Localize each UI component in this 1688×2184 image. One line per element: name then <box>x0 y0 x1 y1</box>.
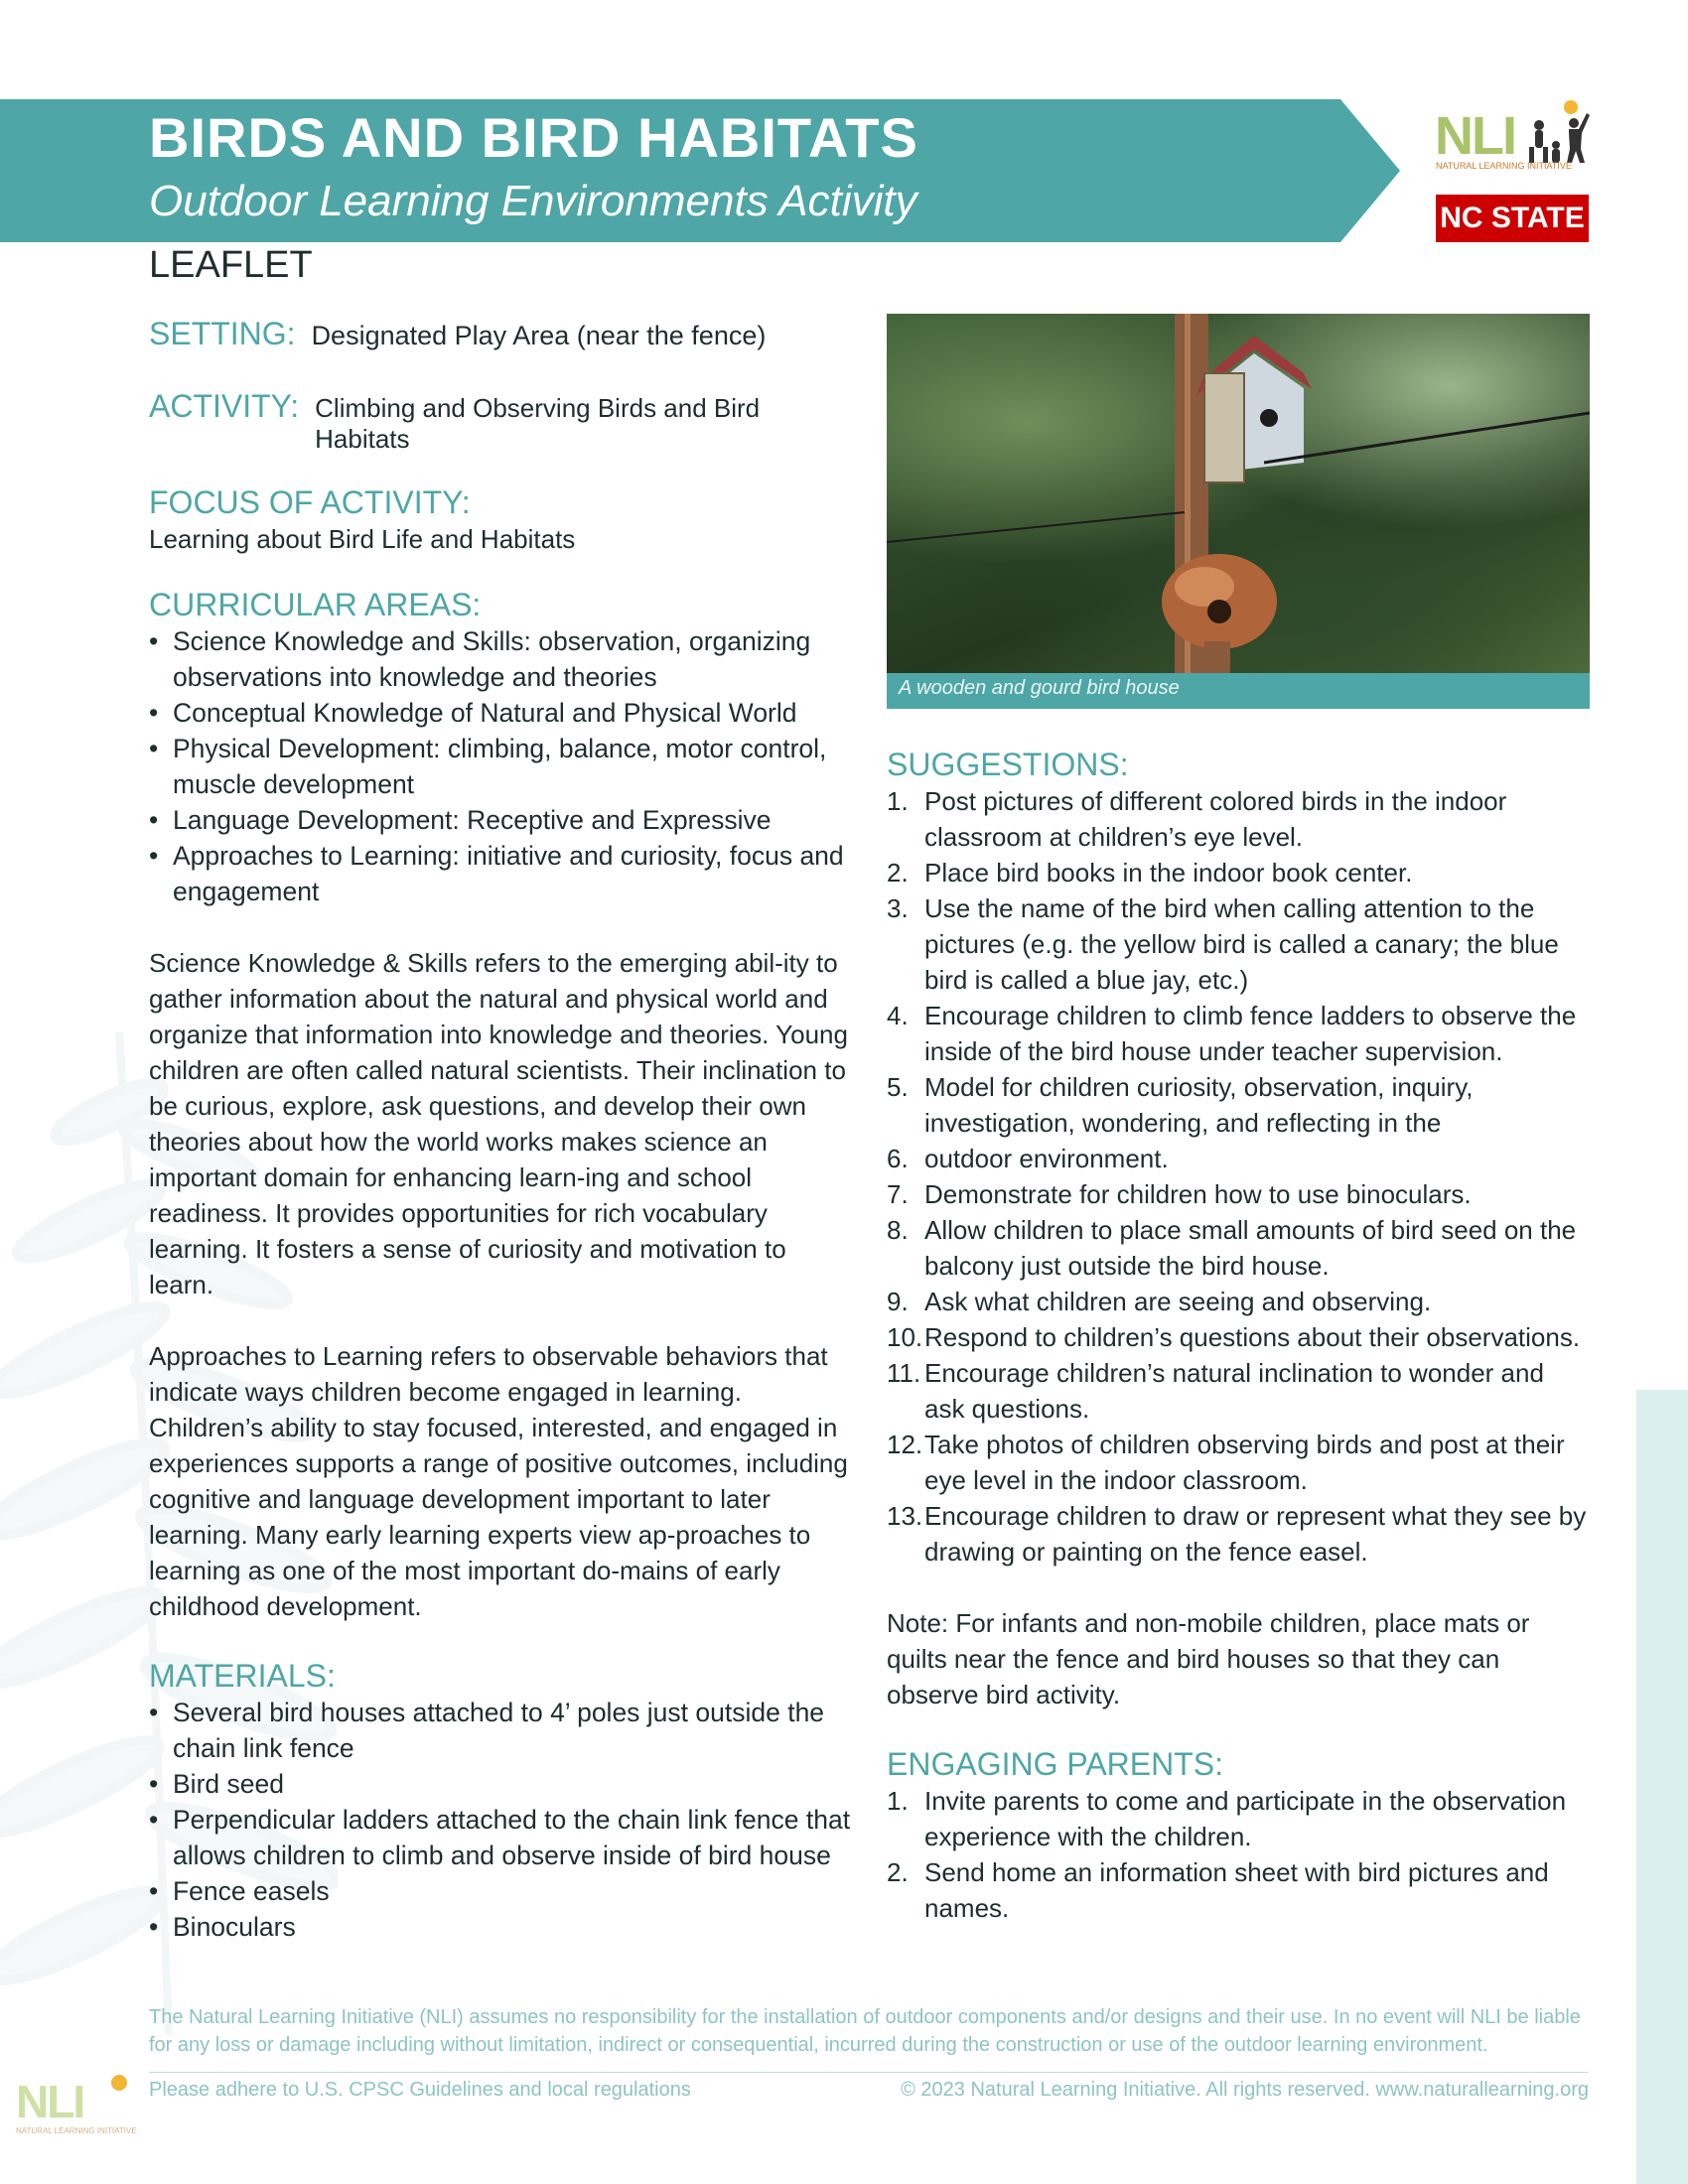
list-item: 2. Place bird books in the indoor book center. <box>887 858 1413 887</box>
list-item: 13. Encourage children to draw or represent what they see by drawing or painting on the fence easel. <box>887 1501 1587 1567</box>
footer-copyright: © 2023 Natural Learning Initiative. All rights reserved. www.naturallearning.org <box>901 2079 1589 2101</box>
setting-row <box>149 316 854 352</box>
children-playing-icon <box>1519 99 1594 169</box>
approaches-paragraph: Approaches to Learning refers to observable behaviors that indicate ways children become engaged in learning. Children’s ability to stay focused, interested, and engaged in experiences supports a range of positive outcomes, including cognitive and language development important to later learning. Many early learning experts view ap-proaches to learning as one of the most important do-mains of early childhood development. <box>149 1341 848 1621</box>
document-type: LEAFLET <box>149 244 313 286</box>
list-item: 9. Ask what children are seeing and observing. <box>887 1287 1432 1316</box>
list-item: • Perpendicular ladders attached to the chain link fence that allows children to climb and observe inside of bird house <box>173 1802 854 1873</box>
list-item: • Several bird houses attached to 4’ poles just outside the chain link fence <box>173 1695 854 1766</box>
list-item: • Physical Development: climbing, balance, motor control, muscle development <box>173 731 854 802</box>
bird-house-illustration-icon <box>887 314 1590 673</box>
list-item: • Fence easels <box>173 1873 854 1909</box>
parents-heading: ENGAGING PARENTS: <box>887 1746 1224 1782</box>
list-item: 4. Encourage children to climb fence ladders to observe the inside of the bird house under teacher supervision. <box>887 1001 1577 1066</box>
list-item: 6. outdoor environment. <box>887 1144 1169 1173</box>
left-column <box>149 316 854 1945</box>
parents-section <box>887 1746 1590 1926</box>
right-edge-strip <box>1636 1390 1688 2184</box>
footer-divider <box>149 2072 1589 2073</box>
activity-value: Climbing and Observing Birds and Bird Habitats <box>315 393 761 454</box>
bird-house-photo <box>887 314 1590 673</box>
footer-nli-logo-subtitle: NATURAL LEARNING INITIATIVE <box>16 2126 137 2135</box>
setting-label: SETTING: <box>149 316 296 351</box>
list-item: • Conceptual Knowledge of Natural and Physical World <box>173 695 854 731</box>
page-subtitle: Outdoor Learning Environments Activity <box>149 177 917 225</box>
list-item: 1. Post pictures of different colored birds in the indoor classroom at children’s eye level. <box>887 786 1507 852</box>
list-item: • Bird seed <box>173 1766 854 1802</box>
activity-row <box>149 388 854 455</box>
list-item: 8. Allow children to place small amounts of bird seed on the balcony just outside the bird house. <box>887 1215 1577 1281</box>
disclaimer-text: The Natural Learning Initiative (NLI) assumes no responsibility for the installation of outdoor components and/or designs and their use. In no event will NLI be liable for any loss or damage including without limitation, indirect or consequential, incurred during the construction or use of the outdoor learning environment. <box>149 2006 1581 2056</box>
list-item: • Binoculars <box>173 1909 854 1945</box>
curricular-section <box>149 587 854 909</box>
list-item: 12. Take photos of children observing birds and post at their eye level in the indoor classroom. <box>887 1430 1565 1495</box>
curricular-heading: CURRICULAR AREAS: <box>149 587 482 622</box>
nli-logo: NLI <box>1435 106 1515 166</box>
materials-heading: MATERIALS: <box>149 1658 336 1694</box>
list-item: 3. Use the name of the bird when calling attention to the pictures (e.g. the yellow bird is called a canary; the blue bird is called a blue jay, etc.) <box>887 893 1559 995</box>
note-paragraph: Note: For infants and non-mobile children, place mats or quilts near the fence and bird houses so that they can observe bird activity. <box>887 1608 1530 1709</box>
footer-nli-logo: NLI <box>16 2076 84 2127</box>
list-item: 11. Encourage children’s natural inclination to wonder and ask questions. <box>887 1358 1544 1424</box>
focus-heading: FOCUS OF ACTIVITY: <box>149 484 471 520</box>
science-paragraph: Science Knowledge & Skills refers to the emerging abil-ity to gather information about the natural and physical world and organize that information into knowledge and theories. Young children are often called natural scientists. Their inclination to be curious, explore, ask questions, and develop their own theories about how the world works makes science an important domain for enhancing learn-ing and school readiness. It provides opportunities for rich vocabulary learning. It fosters a sense of curiosity and motivation to learn. <box>149 948 848 1299</box>
materials-section <box>149 1658 854 1945</box>
list-item: 1. Invite parents to come and participate in the observation experience with the children. <box>887 1786 1567 1851</box>
focus-section <box>149 484 854 557</box>
footer-logo-dot-icon <box>111 2075 127 2091</box>
setting-value: Designated Play Area (near the fence) <box>311 321 767 350</box>
suggestions-heading: SUGGESTIONS: <box>887 747 1129 782</box>
ncstate-logo: NC STATE <box>1436 195 1589 242</box>
list-item: • Language Development: Receptive and Expressive <box>173 802 854 838</box>
list-item: • Approaches to Learning: initiative and curiosity, focus and engagement <box>173 838 854 909</box>
suggestions-list <box>887 783 1590 1570</box>
activity-label: ACTIVITY: <box>149 388 300 424</box>
footer-guidelines: Please adhere to U.S. CPSC Guidelines and local regulations <box>149 2079 691 2101</box>
photo-caption: A wooden and gourd bird house <box>887 673 1590 709</box>
materials-list <box>149 1695 854 1945</box>
focus-value: Learning about Bird Life and Habitats <box>149 524 576 554</box>
curricular-list <box>149 623 854 909</box>
page-title: BIRDS AND BIRD HABITATS <box>149 106 918 169</box>
suggestions-section <box>887 747 1590 1926</box>
list-item: • Science Knowledge and Skills: observation, organizing observations into knowledge and theories <box>173 623 854 695</box>
list-item: 5. Model for children curiosity, observation, inquiry, investigation, wondering, and reflecting in the <box>887 1072 1474 1138</box>
list-item: 2. Send home an information sheet with bird pictures and names. <box>887 1857 1549 1923</box>
list-item: 7. Demonstrate for children how to use binoculars. <box>887 1179 1472 1209</box>
list-item: 10. Respond to children’s questions about their observations. <box>887 1322 1581 1352</box>
nli-logo-subtitle: NATURAL LEARNING INITIATIVE <box>1436 161 1572 171</box>
parents-list <box>887 1783 1590 1926</box>
